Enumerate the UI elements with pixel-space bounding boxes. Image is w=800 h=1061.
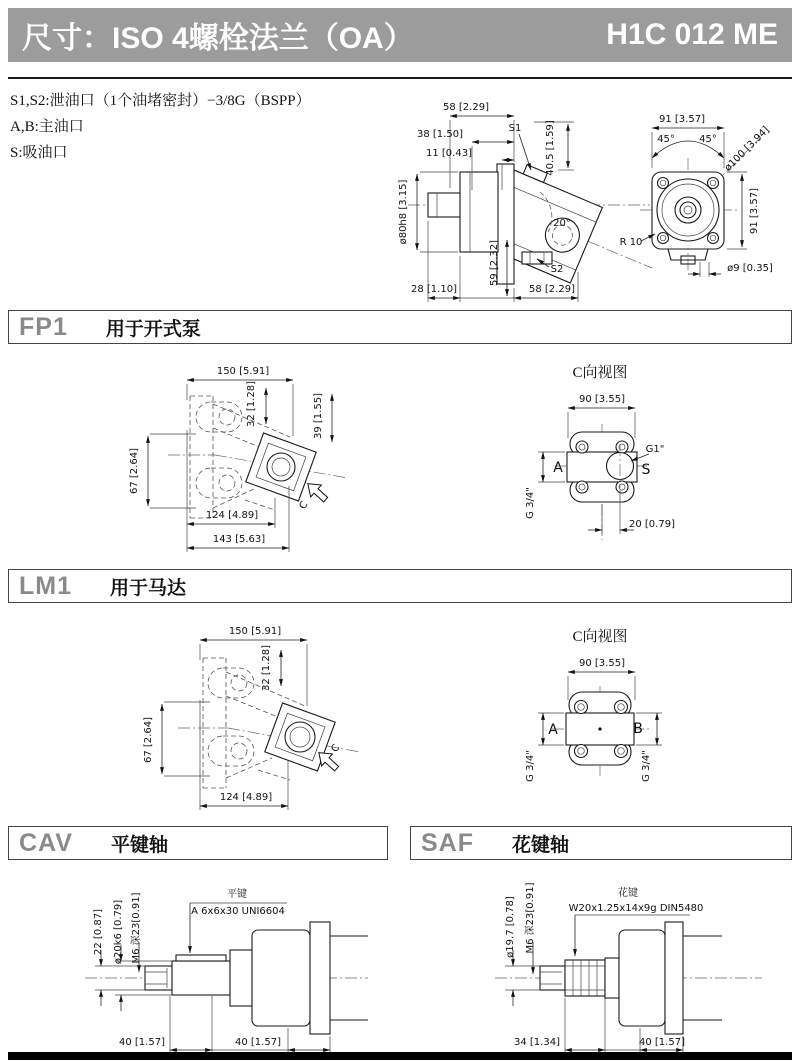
page-header xyxy=(8,8,792,62)
dim-label: 67 [2.64] xyxy=(129,448,140,494)
page-bottom-bar xyxy=(8,1052,792,1060)
section-header-fp1 xyxy=(8,310,792,344)
angle-label: 20° xyxy=(553,218,571,229)
note-line: S1,S2:泄油口（1个油堵密封）−3/8G（BSPP） xyxy=(10,93,311,109)
dim-label: 90 [3.55] xyxy=(579,394,625,405)
note-line: A,B:主油口 xyxy=(10,119,84,135)
lm1-c-view xyxy=(525,628,662,782)
dim-label: 40 [1.57] xyxy=(119,1037,165,1048)
dim-label: 40.5 [1.59] xyxy=(545,120,556,176)
dim-label: 124 [4.89] xyxy=(205,510,259,521)
dim-label: 90 [3.55] xyxy=(579,658,625,669)
port-label: S1 xyxy=(508,123,522,134)
dim-label: 124 [4.89] xyxy=(219,792,273,803)
dim-label: 39 [1.55] xyxy=(313,393,324,439)
top-drawing xyxy=(385,88,795,303)
view-title: C向视图 xyxy=(572,629,628,645)
dim-label: ø80h8 [3.15] xyxy=(398,179,409,245)
section-code: SAF xyxy=(421,828,474,857)
model-code: H1C 012 ME xyxy=(606,18,778,51)
dim-label: 91 [3.57] xyxy=(749,188,760,234)
port-label: S xyxy=(641,462,651,478)
dim-label: 40 [1.57] xyxy=(639,1037,685,1048)
header-rule xyxy=(8,77,792,79)
dim-label: 91 [3.57] xyxy=(659,114,705,125)
thread-label: G 3/4" xyxy=(525,487,536,519)
dim-label: 22 [0.87] xyxy=(93,909,104,955)
section-code: CAV xyxy=(19,828,73,857)
section-code: FP1 xyxy=(19,312,68,341)
section-title: 花键轴 xyxy=(512,834,570,856)
port-label: A xyxy=(553,460,563,476)
cav-shaft-view xyxy=(85,922,368,1034)
key-spec: A 6x6x30 UNI6604 xyxy=(191,906,285,917)
shaft-drawings xyxy=(0,865,800,1061)
dim-label: ø100 [3.94] xyxy=(722,124,772,174)
note-line: S:吸油口 xyxy=(10,145,68,161)
dim-label: 28 [1.10] xyxy=(411,284,457,295)
dim-label: 32 [1.28] xyxy=(246,381,257,427)
lm1-drawing xyxy=(0,615,800,815)
dim-label: ø20k6 [0.79] xyxy=(113,899,124,965)
dim-label: 58 [2.29] xyxy=(443,102,489,113)
dim-label: 34 [1.34] xyxy=(514,1037,560,1048)
dim-label: 143 [5.63] xyxy=(212,534,266,545)
page-title: 尺寸：ISO 4螺栓法兰（OA） xyxy=(22,22,414,55)
port-notes xyxy=(10,88,311,166)
pump-side-view xyxy=(408,161,652,284)
dim-label: 11 [0.43] xyxy=(426,148,472,159)
spline-label: 花键 xyxy=(618,888,638,899)
thread-label: G 3/4" xyxy=(525,750,536,782)
dim-label: 58 [2.29] xyxy=(529,284,575,295)
dim-label: 20 [0.79] xyxy=(629,519,675,530)
section-header-lm1 xyxy=(8,569,792,603)
spline-spec: W20x1.25x14x9g DIN5480 xyxy=(568,903,704,914)
dim-label: 150 [5.91] xyxy=(216,366,270,377)
port-label: B xyxy=(633,721,643,737)
dim-label: 32 [1.28] xyxy=(261,645,272,691)
thread-label: G 3/4" xyxy=(641,750,652,782)
section-title: 用于开式泵 xyxy=(105,318,201,340)
fp1-c-view xyxy=(525,364,675,540)
port-label: S2 xyxy=(550,264,564,275)
view-arrow-label: C xyxy=(329,742,343,755)
port-label: A xyxy=(548,722,558,738)
fp1-drawing xyxy=(0,355,800,565)
section-title: 平键轴 xyxy=(110,834,168,856)
section-header-saf xyxy=(410,826,792,860)
view-title: C向视图 xyxy=(572,365,628,381)
section-title: 用于马达 xyxy=(110,577,187,599)
dim-label: R 10 xyxy=(619,237,643,248)
dim-label: 67 [2.64] xyxy=(143,717,154,763)
angle-label: 45° xyxy=(657,134,675,145)
thread-label: G1" xyxy=(645,444,665,455)
angle-label: 45° xyxy=(699,134,717,145)
key-label: 平键 xyxy=(227,889,247,900)
dim-label: M6 深23[0.91] xyxy=(131,892,142,964)
dim-label: 59 [2.32] xyxy=(489,240,500,286)
section-code: LM1 xyxy=(19,571,72,600)
dim-label: M6 深23[0.91] xyxy=(525,882,536,954)
view-arrow-label: C xyxy=(297,499,311,512)
dim-label: 40 [1.57] xyxy=(235,1037,281,1048)
section-header-cav xyxy=(8,826,388,860)
dim-label: ø9 [0.35] xyxy=(727,263,773,274)
dim-label: ø19.7 [0.78] xyxy=(505,896,516,958)
dim-label: 38 [1.50] xyxy=(417,129,463,140)
dim-label: 150 [5.91] xyxy=(228,626,282,637)
